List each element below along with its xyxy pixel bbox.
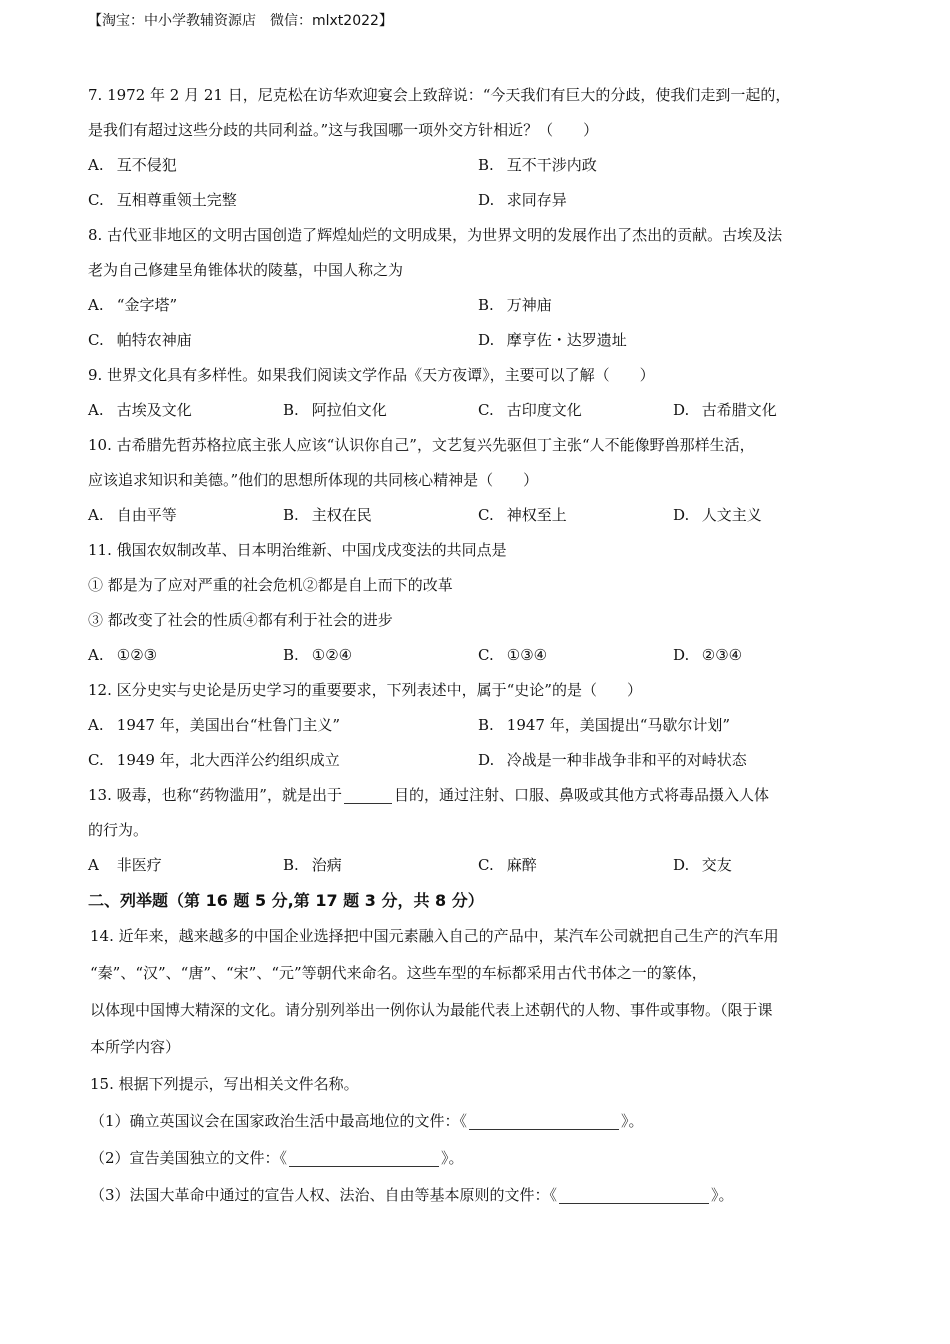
option-d[interactable]: D. ②③④ — [673, 646, 743, 664]
question-text: 是我们有超过这些分歧的共同利益。”这与我国哪一项外交方针相近？（ ） — [88, 121, 599, 139]
question-text: 7. 1972 年 2 月 21 日，尼克松在访华欢迎宴会上致辞说：“今天我们有巨大的分歧，使我们走到一起的， — [88, 86, 791, 104]
question-7 — [88, 78, 868, 218]
option-c[interactable]: C. 1949 年，北大西洋公约组织成立 — [88, 751, 340, 769]
option-a[interactable]: A. 1947 年，美国出台“杜鲁门主义” — [88, 716, 341, 734]
question-8 — [88, 218, 868, 358]
options — [88, 848, 868, 883]
option-c[interactable]: C. 帕特农神庙 — [88, 331, 192, 349]
question-10 — [88, 428, 868, 533]
question-text: 以体现中国博大精深的文化。请分别列举出一例你认为最能代表上述朝代的人物、事件或事物。（限于课 — [90, 1001, 773, 1019]
question-text: 的行为。 — [88, 821, 149, 839]
section-title: 二、列举题（第 16 题 5 分,第 17 题 3 分，共 8 分） — [88, 891, 484, 910]
option-b[interactable]: B. 1947 年，美国提出“马歇尔计划” — [478, 716, 731, 734]
option-d[interactable]: D. 求同存异 — [478, 191, 567, 209]
option-b[interactable]: B. 万神庙 — [478, 296, 552, 314]
question-text: 本所学内容） — [90, 1038, 181, 1056]
option-c[interactable]: C. ①③④ — [478, 646, 548, 664]
option-d[interactable]: D. 古希腊文化 — [673, 401, 777, 419]
option-b[interactable]: B. 治病 — [283, 856, 342, 874]
option-b[interactable]: B. 主权在民 — [283, 506, 372, 524]
option-d[interactable]: D. 人文主义 — [673, 506, 762, 524]
question-text: 11. 俄国农奴制改革、日本明治维新、中国戊戌变法的共同点是 — [88, 541, 507, 559]
option-c[interactable]: C. 互相尊重领土完整 — [88, 191, 237, 209]
options — [88, 498, 868, 533]
question-9 — [88, 358, 868, 428]
option-a[interactable]: A. “金字塔” — [88, 296, 178, 314]
option-a[interactable]: A 非医疗 — [88, 856, 162, 874]
option-d[interactable]: D. 摩亨佐・达罗遗址 — [478, 331, 627, 349]
question-text: 14. 近年来，越来越多的中国企业选择把中国元素融入自己的产品中，某汽车公司就把自己生产的汽车用 — [90, 927, 779, 945]
statement-line: ① 都是为了应对严重的社会危机②都是自上而下的改革 — [88, 576, 453, 594]
options — [88, 708, 868, 778]
question-text: 8. 古代亚非地区的文明古国创造了辉煌灿烂的文明成果，为世界文明的发展作出了杰出的贡献。古埃及法 — [88, 226, 783, 244]
option-c[interactable]: C. 古印度文化 — [478, 401, 582, 419]
options — [88, 638, 868, 673]
question-text: 老为自己修建呈角锥体状的陵墓，中国人称之为 — [88, 261, 404, 279]
option-c[interactable]: C. 麻醉 — [478, 856, 537, 874]
option-a[interactable]: A. ①②③ — [88, 646, 158, 664]
option-a[interactable]: A. 自由平等 — [88, 506, 177, 524]
option-a[interactable]: A. 互不侵犯 — [88, 156, 177, 174]
option-c[interactable]: C. 神权至上 — [478, 506, 567, 524]
fill-blank[interactable] — [559, 1189, 709, 1204]
exam-content — [88, 78, 868, 1214]
options — [88, 393, 868, 428]
fill-blank[interactable] — [344, 789, 392, 804]
question-11 — [88, 533, 868, 673]
question-13 — [88, 778, 868, 883]
question-text: “秦”、“汉”、“唐”、“宋”、“元”等朝代来命名。这些车型的车标都采用古代书体之一的篆体， — [90, 964, 707, 982]
options — [88, 148, 868, 218]
option-d[interactable]: D. 交友 — [673, 856, 732, 874]
q15-item-1: （1）确立英国议会在国家政治生活中最高地位的文件：《 》。 — [90, 1112, 644, 1130]
option-b[interactable]: B. 互不干涉内政 — [478, 156, 597, 174]
question-text: 9. 世界文化具有多样性。如果我们阅读文学作品《天方夜谭》，主要可以了解（ ） — [88, 366, 655, 384]
options — [88, 288, 868, 358]
question-text: 10. 古希腊先哲苏格拉底主张人应该“认识你自己”，文艺复兴先驱但丁主张“人不能像野兽那样生活， — [88, 436, 755, 454]
option-a[interactable]: A. 古埃及文化 — [88, 401, 192, 419]
option-b[interactable]: B. 阿拉伯文化 — [283, 401, 387, 419]
question-15 — [88, 1066, 868, 1214]
fill-blank[interactable] — [469, 1115, 619, 1130]
question-14 — [88, 918, 868, 1066]
question-text: 13. 吸毒，也称“药物滥用”，就是出于 目的，通过注射、口服、鼻吸或其他方式将毒品摄入人体 — [88, 786, 769, 804]
page-header-watermark: 【淘宝：中小学教辅资源店 微信：mlxt2022】 — [88, 13, 393, 29]
question-text: 12. 区分史实与史论是历史学习的重要要求，下列表述中，属于“史论”的是（ ） — [88, 681, 642, 699]
fill-blank[interactable] — [289, 1152, 439, 1167]
statement-line: ③ 都改变了社会的性质④都有利于社会的进步 — [88, 611, 393, 629]
q15-item-2: （2）宣告美国独立的文件：《 》。 — [90, 1149, 464, 1167]
question-text: 应该追求知识和美德。”他们的思想所体现的共同核心精神是（ ） — [88, 471, 539, 489]
option-d[interactable]: D. 冷战是一种非战争非和平的对峙状态 — [478, 751, 747, 769]
question-12 — [88, 673, 868, 778]
question-text: 15. 根据下列提示，写出相关文件名称。 — [90, 1075, 359, 1093]
q15-item-3: （3）法国大革命中通过的宣告人权、法治、自由等基本原则的文件：《 》。 — [90, 1186, 734, 1204]
option-b[interactable]: B. ①②④ — [283, 646, 353, 664]
